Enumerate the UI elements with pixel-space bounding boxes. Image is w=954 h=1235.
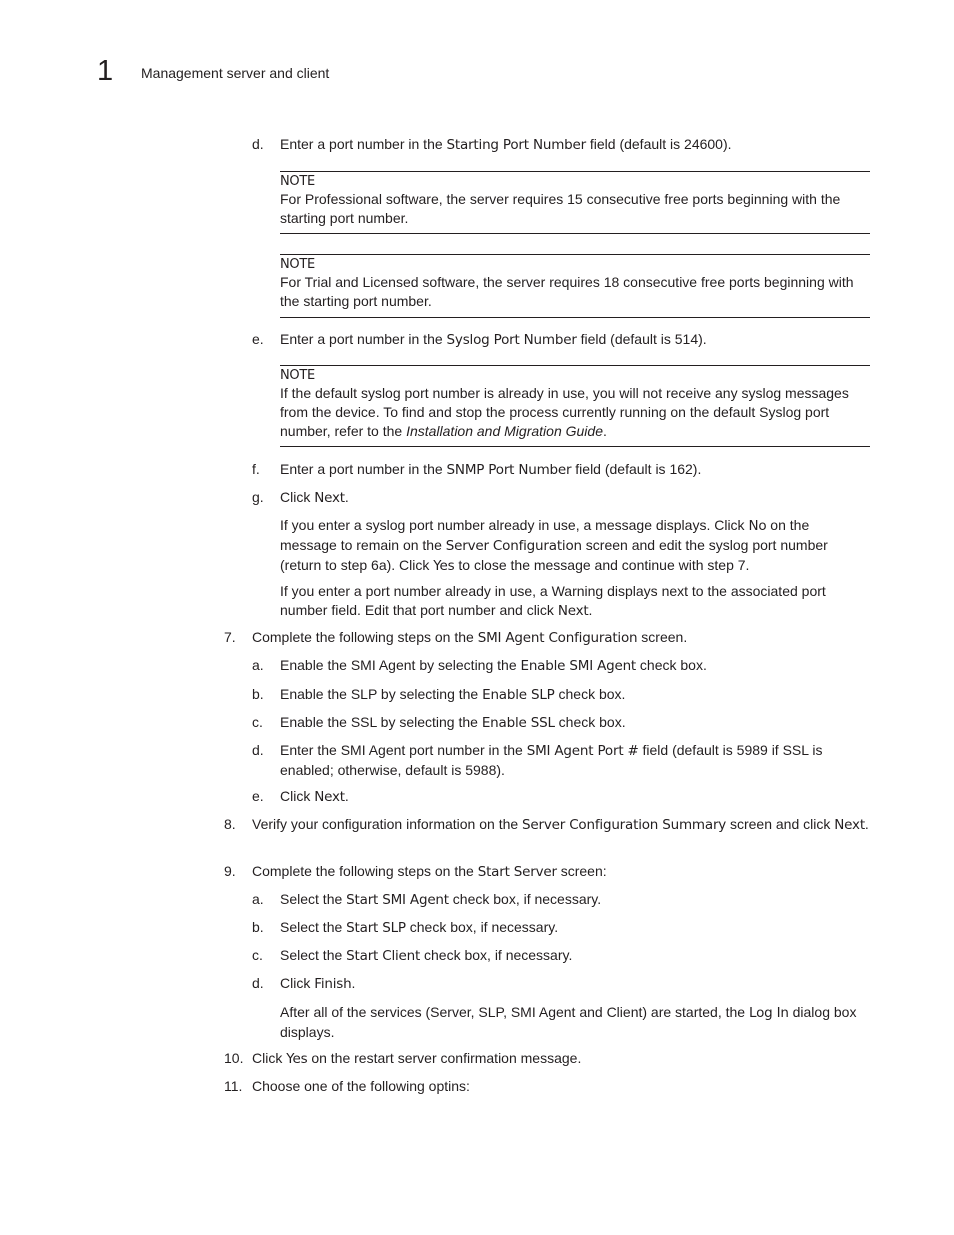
note-text: For Trial and Licensed software, the server requires 18 consecutive free ports beginning with the starting port number. [280, 274, 854, 309]
note-label: NOTE [280, 174, 315, 189]
list-text: Enable the SLP by selecting the Enable SLP check box. [280, 686, 626, 703]
list-marker: 11. [224, 1078, 243, 1094]
note-label: NOTE [280, 257, 315, 272]
list-marker: c. [252, 714, 263, 730]
list-text: Click Next. [280, 489, 349, 506]
list-marker: a. [252, 891, 264, 907]
list-text: Choose one of the following optins: [252, 1078, 470, 1094]
list-marker: b. [252, 686, 264, 702]
chapter-number: 1 [97, 55, 114, 87]
list-marker: 8. [224, 816, 236, 832]
list-marker: c. [252, 947, 263, 963]
list-text: Click Yes on the restart server confirmation message. [252, 1050, 582, 1067]
paragraph: If you enter a syslog port number already in use, a message displays. Click No on the message to remain on the Server Configuration screen and edit the syslog port number (return to step 6a). Click Yes to close the message and continue with step 7. [280, 517, 828, 574]
list-text: Enable the SMI Agent by selecting the Enable SMI Agent check box. [280, 657, 707, 674]
list-marker: a. [252, 657, 264, 673]
paragraph: If you enter a port number already in use, a Warning displays next to the associated port number field. Edit that port number and click Next. [280, 583, 826, 619]
chapter-title: Management server and client [141, 65, 330, 81]
list-text: Complete the following steps on the Start Server screen: [252, 863, 607, 880]
guide-title: Installation and Migration Guide [406, 423, 603, 439]
list-text: Enter a port number in the Syslog Port Number field (default is 514). [280, 331, 707, 348]
list-text: Select the Start SMI Agent check box, if necessary. [280, 891, 602, 908]
list-marker: d. [252, 742, 264, 758]
list-marker: g. [252, 489, 264, 505]
list-marker: f. [252, 461, 260, 477]
list-marker: e. [252, 331, 264, 347]
list-text: Click Finish. [280, 975, 356, 992]
list-marker: 10. [224, 1050, 244, 1066]
note-text: For Professional software, the server requires 15 consecutive free ports beginning with the starting port number. [280, 191, 841, 226]
paragraph: After all of the services (Server, SLP, SMI Agent and Client) are started, the Log In dialog box displays. [280, 1004, 857, 1040]
list-text: Select the Start Client check box, if necessary. [280, 947, 573, 964]
note-label: NOTE [280, 368, 315, 383]
list-marker: b. [252, 919, 264, 935]
list-marker: e. [252, 788, 264, 804]
note-box [280, 365, 870, 447]
list-text: Enter a port number in the Starting Port Number field (default is 24600). [280, 136, 732, 153]
list-text: Enable the SSL by selecting the Enable SSL check box. [280, 714, 626, 731]
list-text: Enter the SMI Agent port number in the SMI Agent Port # field (default is 5989 if SSL is enabled; otherwise, default is 5988). [280, 742, 823, 778]
list-marker: d. [252, 975, 264, 991]
list-text: Complete the following steps on the SMI Agent Configuration screen. [252, 629, 688, 646]
list-text: Select the Start SLP check box, if necessary. [280, 919, 559, 936]
list-text: Verify your configuration information on the Server Configuration Summary screen and click Next. [252, 816, 869, 833]
list-marker: d. [252, 136, 264, 152]
note-box [280, 171, 870, 234]
note-text: If the default syslog port number is already in use, you will not receive any syslog messages from the device. To find and stop the process currently running on the default Syslog port number, refer to the Installation and Migration Guide. [280, 385, 849, 439]
list-marker: 9. [224, 863, 236, 879]
list-marker: 7. [224, 629, 236, 645]
note-box [280, 254, 870, 318]
list-text: Click Next. [280, 788, 349, 805]
list-text: Enter a port number in the SNMP Port Number field (default is 162). [280, 461, 702, 478]
